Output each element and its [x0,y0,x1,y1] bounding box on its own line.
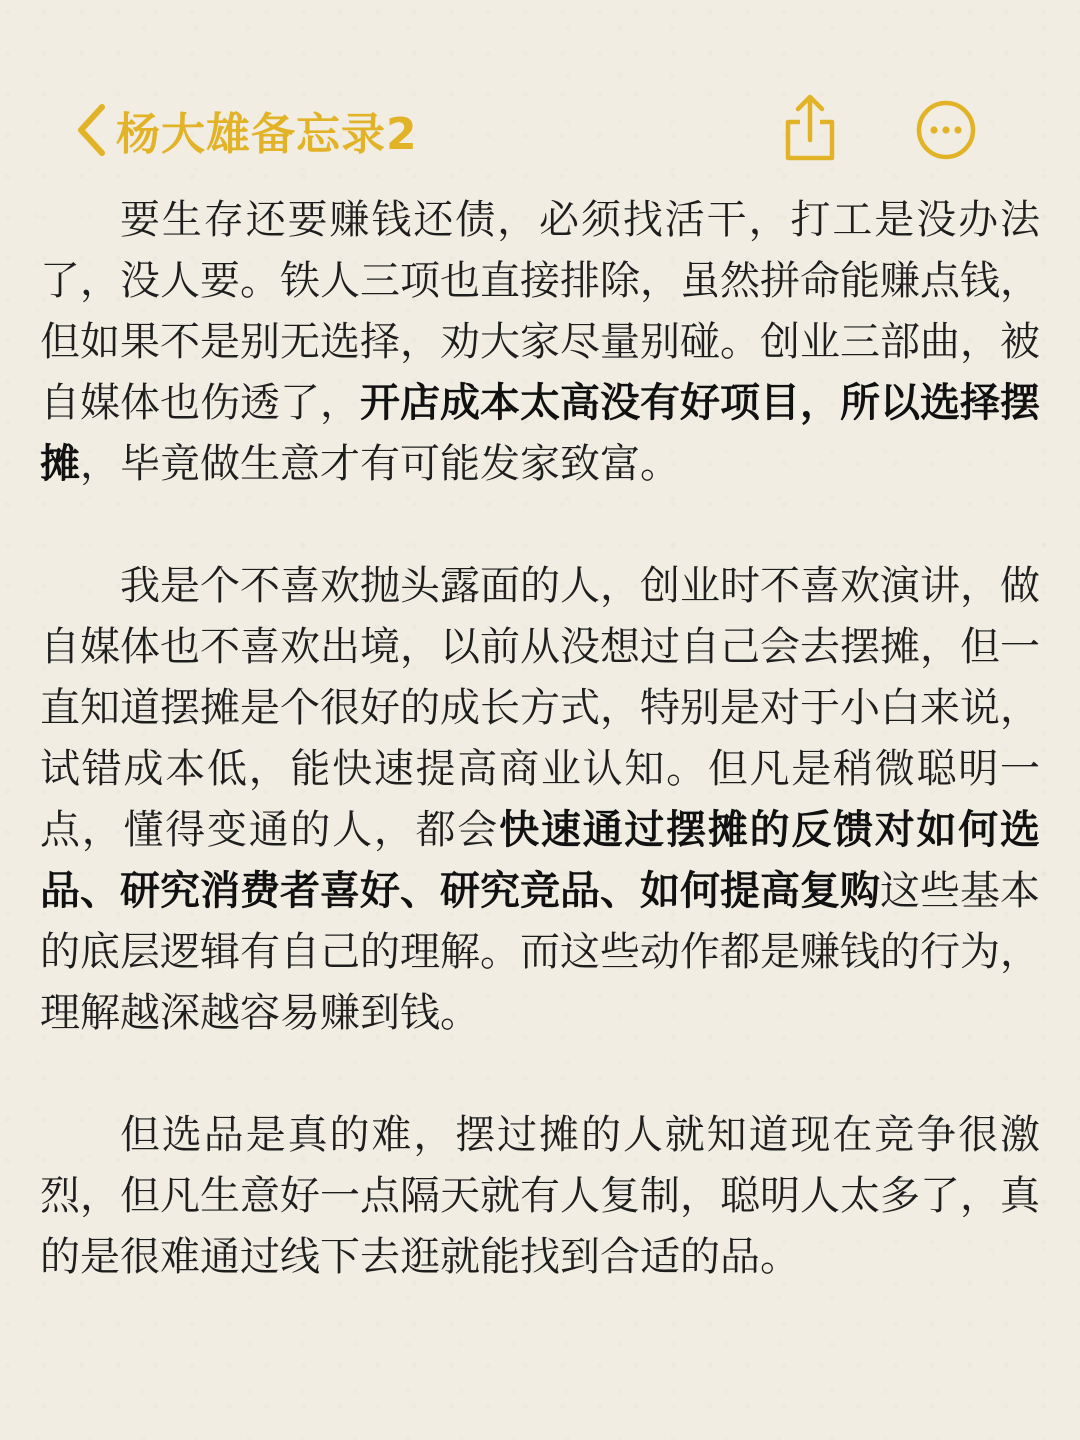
back-title: 杨大雄备忘录2 [116,109,418,160]
note-body[interactable] [40,190,1040,1288]
text-run: ，毕竟做生意才有可能发家致富。 [80,441,680,487]
navigation-bar [0,92,1080,168]
bold-text-run: 快速通过摆摊的反馈对如何选品、研究消费者喜好、研究竞品、如何提高复购 [40,807,1041,914]
text-run: 要生存还要赚钱还债，必须找活干，打工是没办法了，没人要。铁人三项也直接排除，虽然拼命能赚点钱，但如果不是别无选择，劝大家尽量别碰。创业三部曲，被自媒体也伤透了， [40,197,1040,426]
share-button[interactable] [780,92,840,164]
bold-text-run: 开店成本太高没有好项目，所以选择摆摊 [40,380,1040,487]
text-run: 但选品是真的难，摆过摊的人就知道现在竞争很激烈，但凡生意好一点隔天就有人复制，聪明人太多了，真的是很难通过线下去逛就能找到合适的品。 [40,1112,1040,1280]
more-options-icon [914,147,978,166]
note-paragraph [40,1105,1040,1288]
chevron-left-icon [72,102,110,158]
note-paragraph [40,556,1040,1044]
text-run: 这些基本的底层逻辑有自己的理解。而这些动作都是赚钱的行为，理解越深越容易赚到钱。 [40,868,1040,1036]
more-options-button[interactable] [914,98,978,162]
text-run: 我是个不喜欢抛头露面的人，创业时不喜欢演讲，做自媒体也不喜欢出境，以前从没想过自己会去摆摊，但一直知道摆摊是个很好的成长方式，特别是对于小白来说，试错成本低，能快速提高商业认知。但凡是稍微聪明一点，懂得变通的人，都会 [40,563,1040,853]
back-button[interactable] [72,96,418,164]
share-icon [780,149,840,168]
note-paragraph [40,190,1040,495]
